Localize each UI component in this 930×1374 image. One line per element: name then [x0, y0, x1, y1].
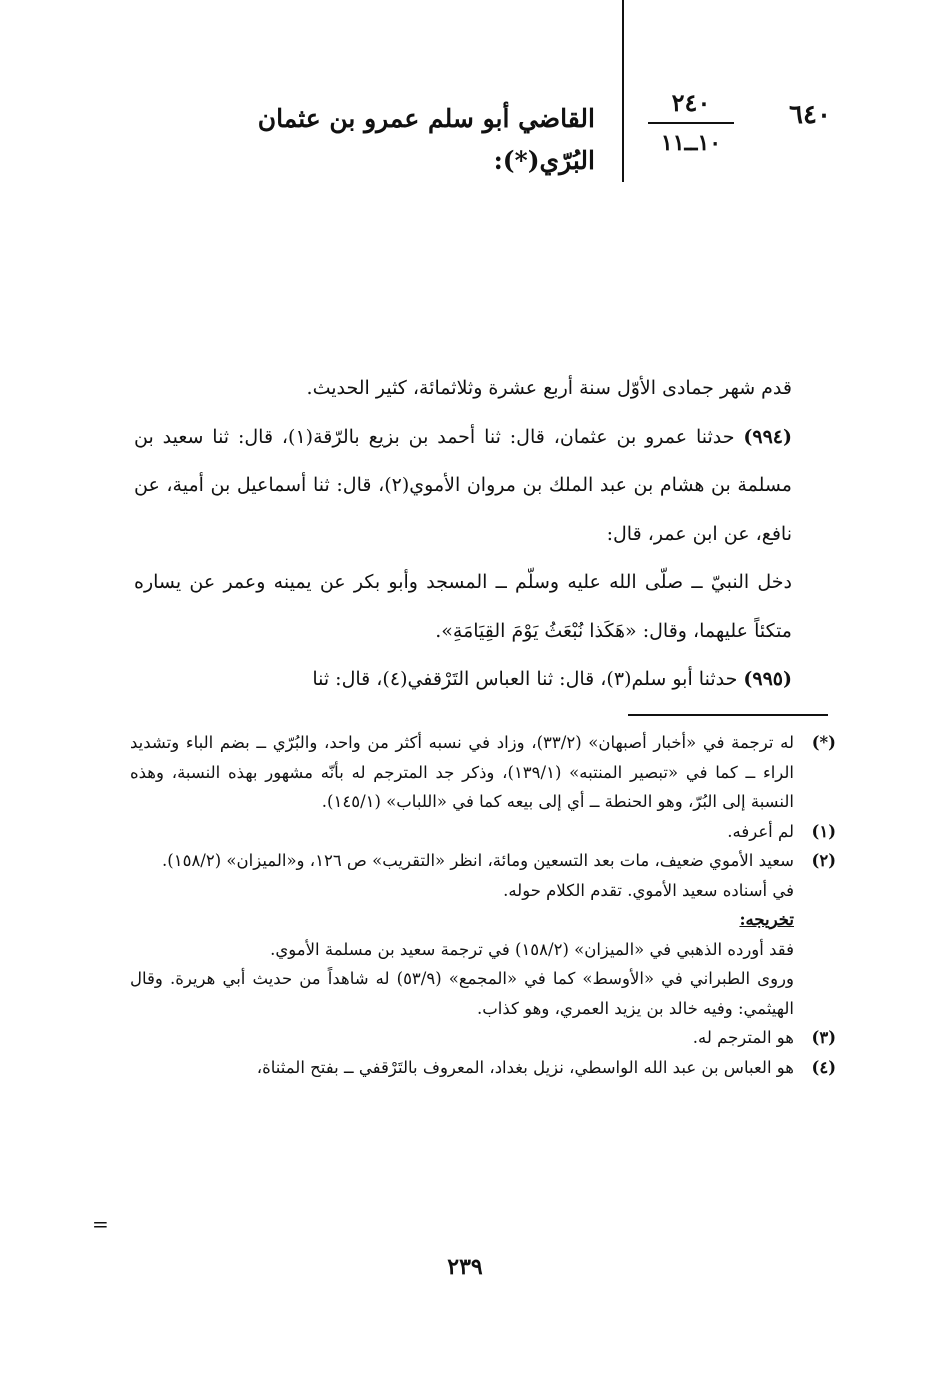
footnote-text: هو العباس بن عبد الله الواسطي، نزيل بغداد، المعروف بالتَرْقفي ــ بفتح المثناة، — [256, 1057, 794, 1077]
footnote-1 — [130, 817, 836, 847]
footnote-star — [130, 728, 836, 817]
footnote-separator — [628, 714, 828, 716]
entry-title — [215, 98, 595, 182]
hadith-994-text: حدثنا عمرو بن عثمان، قال: ثنا أحمد بن بزيع بالرّقة(١)، قال: ثنا سعيد بن مسلمة بن هشام بن عبد الملك بن مروان الأموي(٢)، قال: ثنا أسماعيل بن أمية، عن نافع، عن ابن عمر، قال: — [134, 425, 792, 545]
footnote-text: سعيد الأموي ضعيف، مات بعد التسعين ومائة، انظر «التقريب» ص ١٢٦، و«الميزان» (١٥٨/٢). — [162, 851, 794, 870]
footnote-mark: (*) — [811, 733, 836, 752]
paragraph-hadith-995 — [134, 655, 832, 704]
footnote-text: له ترجمة في «أخبار أصبهان» (٣٣/٢)، وزاد في نسبه أكثر من واحد، والبُرّي ــ بضم الباء وتشديد الراء ــ كما في «تبصير المنتبه» (١٣٩/١)، وذكر جد المترجم له بأنّه مشهور بهذه النسبة، وهذه النسبة إلى البُرّ، وهو الحنطة ــ أي إلى بيعه كما في «اللباب» (١٤٥/١). — [130, 733, 794, 811]
footnote-mark: (١) — [811, 821, 836, 841]
header-vertical-rule — [622, 0, 624, 182]
hadith-number-994: (٩٩٤) — [743, 425, 792, 448]
reference-block — [648, 86, 734, 160]
hadith-995-text: حدثنا أبو سلم(٣)، قال: ثنا العباس التَرْقفي(٤)، قال: ثنا — [312, 668, 738, 690]
footnote-3 — [130, 1023, 836, 1053]
footnote-2-isnad-note: في أسناده سعيد الأموي. تقدم الكلام حوله. — [503, 880, 794, 900]
paragraph-intro: قدم شهر جمادى الأوّل سنة أربع عشرة وثلاثمائة، كثير الحديث. — [306, 377, 792, 399]
reference-bottom: ١٠ــ١١ — [660, 130, 722, 156]
footnote-text: لم أعرفه. — [727, 821, 794, 841]
entry-number: ٦٤٠ — [789, 100, 831, 130]
footnotes — [130, 728, 836, 1082]
reference-top: ٢٤٠ — [648, 86, 734, 124]
footnote-2-takhrij-1: فقد أورده الذهبي في «الميزان» (١٥٨/٢) في ترجمة سعيد بن مسلمة الأموي. — [270, 939, 794, 959]
page-number: ٢٣٩ — [447, 1254, 483, 1280]
paragraph-hadith-994 — [134, 413, 832, 559]
footnote-4 — [130, 1053, 836, 1083]
footnote-mark: (٢) — [811, 851, 836, 870]
footnote-2-details — [130, 876, 836, 1024]
entry-title-line-1: القاضي أبو سلم عمرو بن عثمان — [257, 104, 595, 133]
footnote-2-takhrij-heading — [130, 905, 794, 935]
hadith-number-995: (٩٩٥) — [743, 668, 792, 690]
footnote-mark: (٣) — [811, 1028, 836, 1047]
main-text — [134, 364, 832, 704]
continuation-mark: = — [92, 1212, 109, 1236]
takhrij-heading: تخريجه: — [739, 910, 794, 929]
footnote-2-takhrij-2: وروى الطبراني في «الأوسط» كما في «المجمع» (٥٣/٩) له شاهداً من حديث أبي هريرة. وقال الهيثمي: وفيه خالد بن يزيد العمري، وهو كذاب. — [130, 969, 794, 1018]
paragraph-hadith-matn: دخل النبيّ ــ صلّى الله عليه وسلّم ــ المسجد وأبو بكر عن يمينه وعمر عن يساره متكئاً عليهما، وقال: «هَكَذا نُبْعَثُ يَوْمَ القِيَامَةِ». — [134, 571, 792, 642]
entry-title-line-2: البُرّي(*): — [493, 146, 595, 175]
footnote-text: هو المترجم له. — [692, 1028, 794, 1047]
footnote-mark: (٤) — [811, 1057, 836, 1077]
footnote-2 — [130, 846, 836, 876]
